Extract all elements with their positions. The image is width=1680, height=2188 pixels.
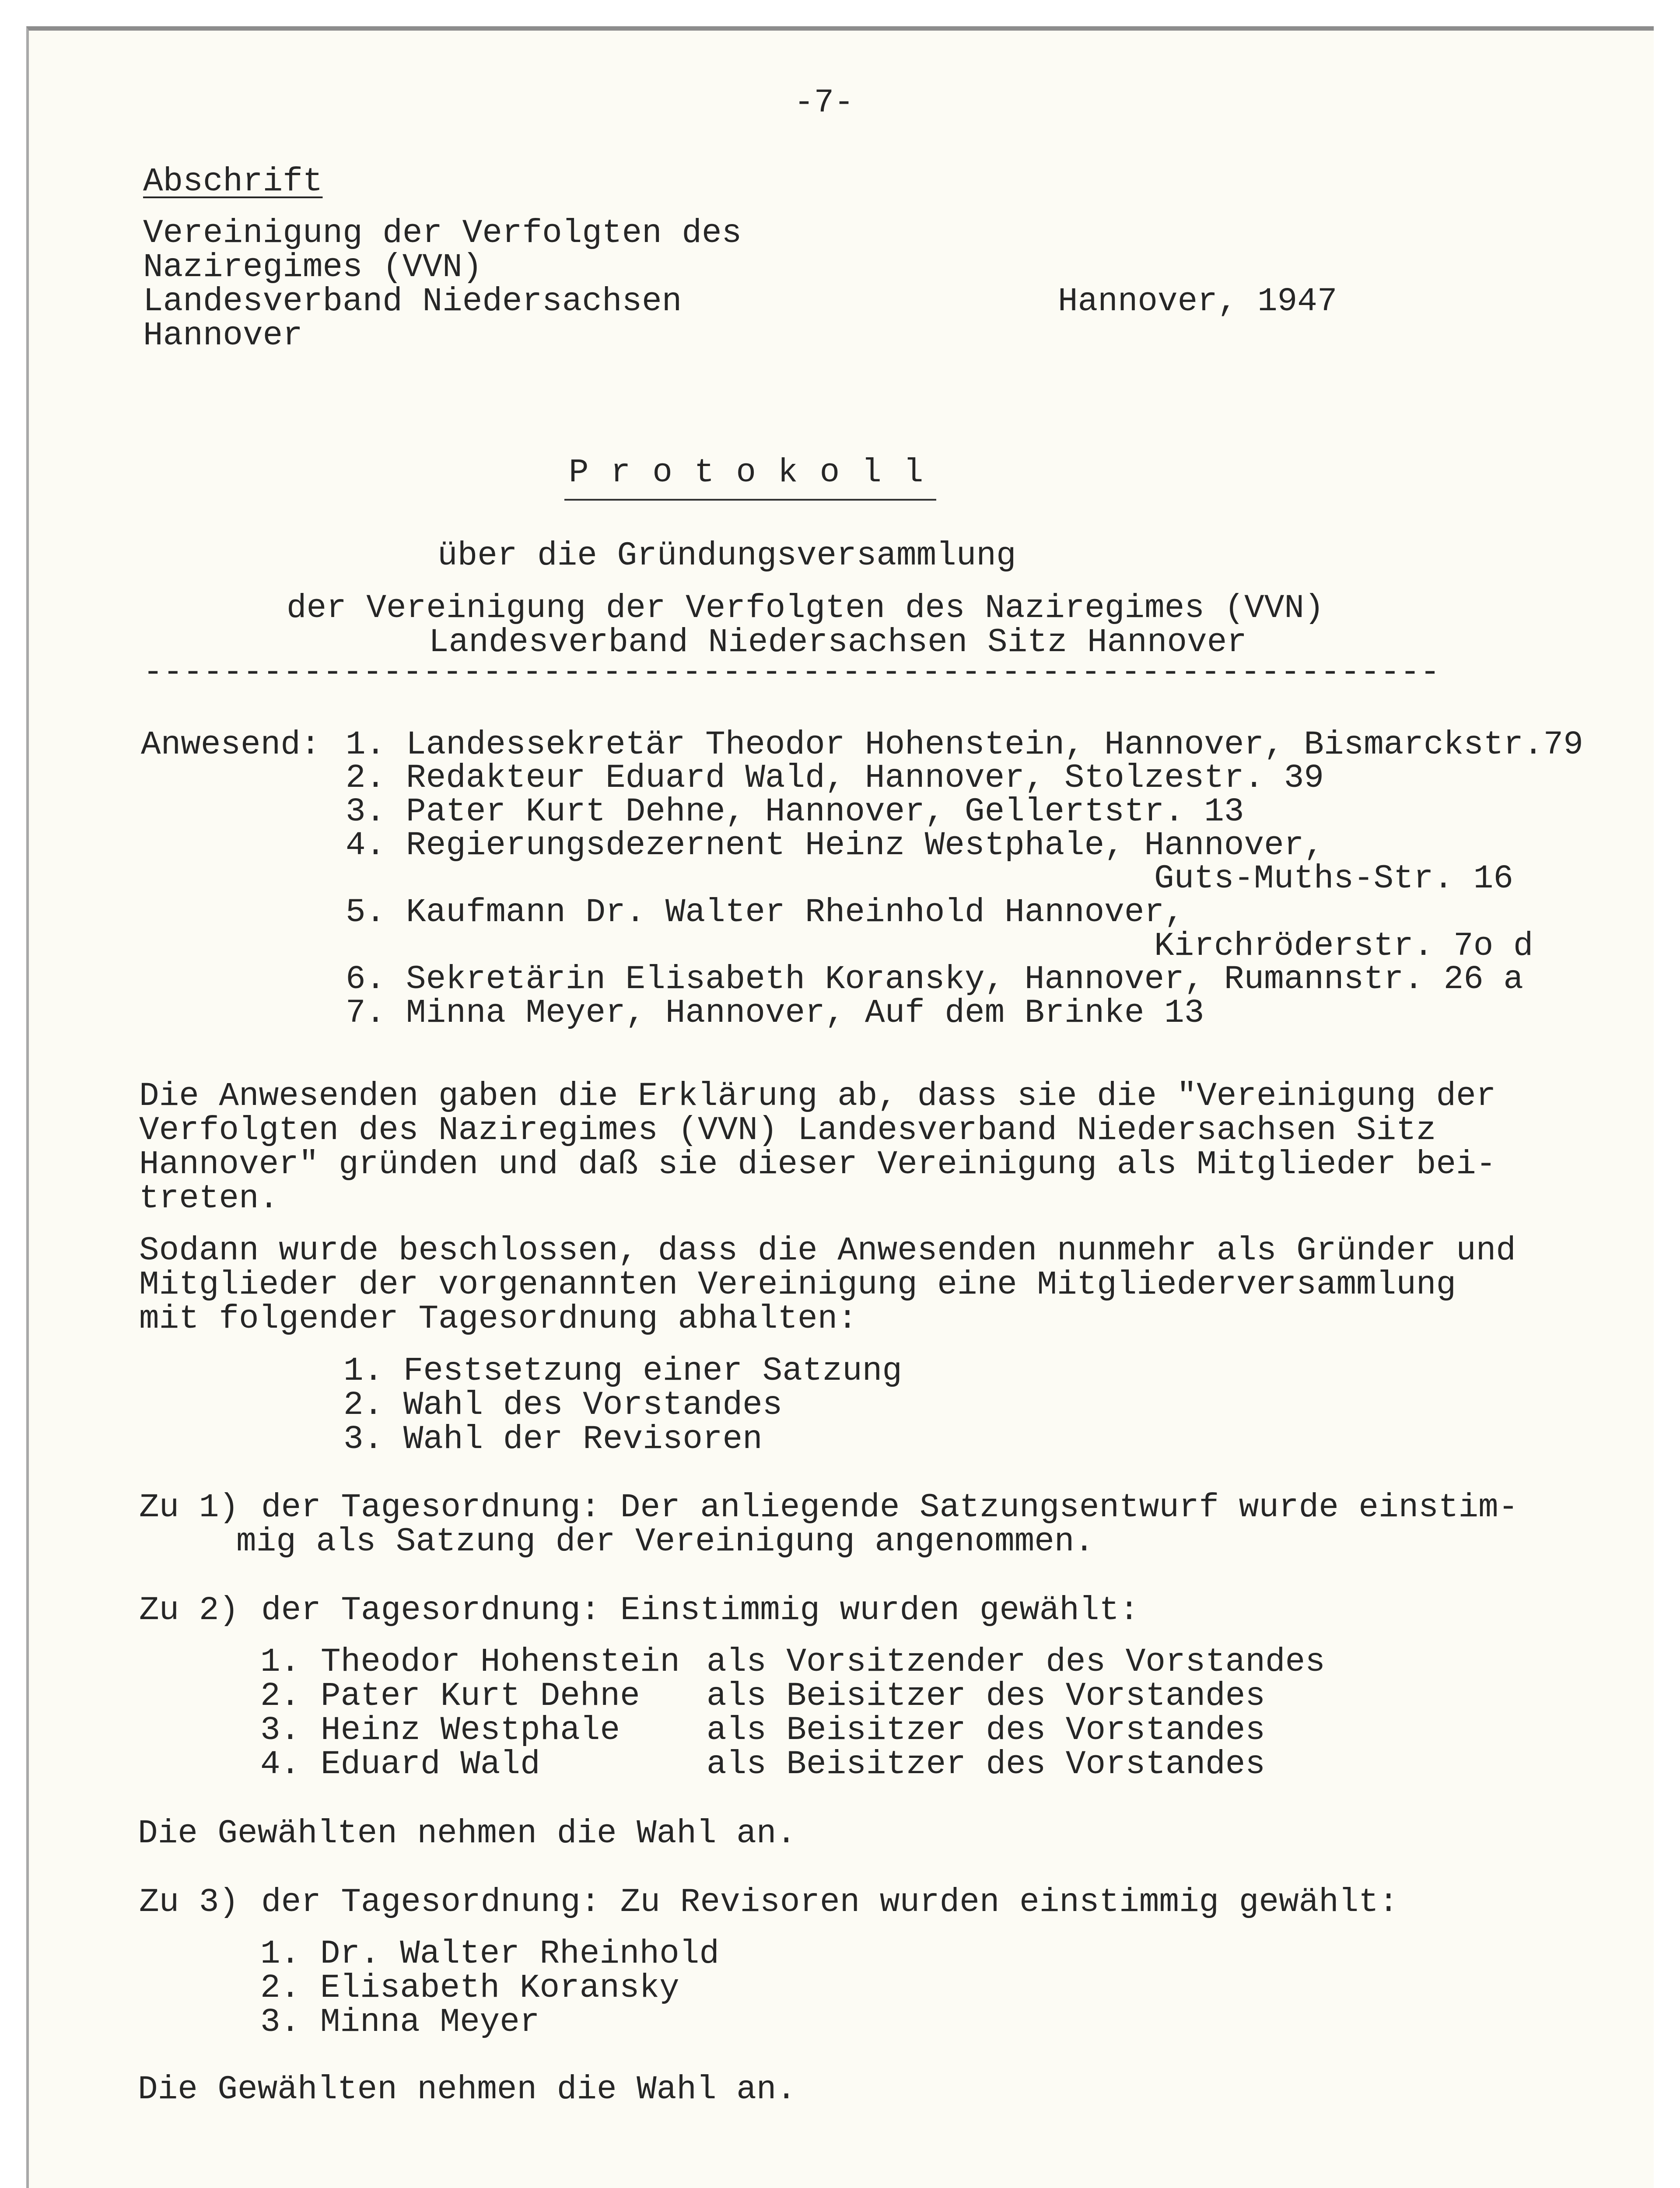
item-2-acceptance: Die Gewählten nehmen die Wahl an. [138,1815,797,1852]
sender-line-1: Vereinigung der Verfolgten des [143,214,742,252]
attendee-6-number: 6. [346,961,386,998]
paragraph-1-line-3: Hannover" gründen und daß sie dieser Vereinigung als Mitglieder bei- [139,1146,1496,1183]
attendee-4-text: Regierungsdezernent Heinz Westphale, Hannover, [406,827,1324,864]
board-member-3-number: 3. [260,1711,301,1749]
item-3-line-1: der Tagesordnung: Zu Revisoren wurden einstimmig gewählt: [261,1883,1399,1921]
paragraph-1-line-2: Verfolgten des Naziregimes (VVN) Landesverband Niedersachsen Sitz [139,1112,1436,1149]
item-3-acceptance: Die Gewählten nehmen die Wahl an. [138,2071,797,2108]
attendee-2-text: Redakteur Eduard Wald, Hannover, Stolzestr. 39 [406,759,1324,797]
board-member-2-name: Pater Kurt Dehne [321,1677,640,1715]
board-member-1-name: Theodor Hohenstein [321,1643,680,1681]
item-1-label: Zu 1) [139,1489,239,1526]
auditor-2: 2. Elisabeth Koransky [260,1969,679,2007]
subtitle-line-1: über die Gründungsversammlung [438,537,1016,575]
sender-line-3: Landesverband Niedersachsen [143,283,682,320]
paragraph-2-line-3: mit folgender Tagesordnung abhalten: [139,1300,858,1338]
board-member-4-role: als Beisitzer des Vorstandes [707,1746,1266,1783]
abschrift-heading: Abschrift [143,163,323,200]
item-1-line-1: der Tagesordnung: Der anliegende Satzungsentwurf wurde einstim- [261,1489,1519,1526]
title-underline [564,499,936,501]
item-3-label: Zu 3) [139,1883,239,1921]
sender-line-2: Naziregimes (VVN) [143,249,483,286]
attendee-5-number: 5. [346,894,386,931]
board-member-2-number: 2. [260,1677,301,1715]
agenda-item-1: 1. Festsetzung einer Satzung [343,1352,903,1390]
attendee-3-number: 3. [346,793,386,831]
board-member-2-role: als Beisitzer des Vorstandes [707,1677,1266,1715]
attendee-5-text: Kaufmann Dr. Walter Rheinhold Hannover, [406,894,1184,931]
attendee-1-text: Landessekretär Theodor Hohenstein, Hannover, Bismarckstr.79 [406,726,1583,764]
paragraph-2-line-2: Mitglieder der vorgenannten Vereinigung eine Mitgliederversammlung [139,1266,1456,1304]
auditor-3: 3. Minna Meyer [260,2003,540,2041]
place-date: Hannover, 1947 [1058,283,1337,320]
paragraph-1-line-1: Die Anwesenden gaben die Erklärung ab, dass sie die "Vereinigung der [139,1077,1496,1115]
attendee-1-number: 1. [346,726,386,764]
agenda-item-3: 3. Wahl der Revisoren [343,1420,763,1458]
sender-line-4: Hannover [143,317,303,354]
attendee-2-number: 2. [346,759,386,797]
attendee-6-text: Sekretärin Elisabeth Koransky, Hannover, Rumannstr. 26 a [406,961,1524,998]
item-1-line-2: mig als Satzung der Vereinigung angenommen. [236,1523,1095,1560]
document-title: Protokoll [569,454,945,491]
attendee-5-address: Kirchröderstr. 7o d [1154,927,1533,965]
agenda-item-2: 2. Wahl des Vorstandes [343,1386,783,1424]
auditor-1: 1. Dr. Walter Rheinhold [260,1935,719,1973]
attendees-label: Anwesend: [141,726,321,764]
board-member-3-name: Heinz Westphale [321,1711,620,1749]
board-member-4-name: Eduard Wald [321,1746,540,1783]
paragraph-1-line-4: treten. [139,1180,279,1217]
attendee-7-number: 7. [346,994,386,1032]
subtitle-line-3: Landesverband Niedersachsen Sitz Hannover [429,624,1247,661]
separator-line: ----------------------------------------------------------------- [143,655,1440,690]
attendee-4-address: Guts-Muths-Str. 16 [1154,860,1513,898]
board-member-1-role: als Vorsitzender des Vorstandes [707,1643,1325,1681]
attendee-3-text: Pater Kurt Dehne, Hannover, Gellertstr. 13 [406,793,1244,831]
subtitle-line-2: der Vereinigung der Verfolgten des Naziregimes (VVN) [287,589,1324,627]
item-2-line-1: der Tagesordnung: Einstimmig wurden gewählt: [261,1592,1139,1629]
board-member-1-number: 1. [260,1643,301,1681]
paragraph-2-line-1: Sodann wurde beschlossen, dass die Anwesenden nunmehr als Gründer und [139,1232,1516,1269]
board-member-4-number: 4. [260,1746,301,1783]
board-member-3-role: als Beisitzer des Vorstandes [707,1711,1266,1749]
page-number: -7- [794,84,854,122]
item-2-label: Zu 2) [139,1592,239,1629]
attendee-4-number: 4. [346,827,386,864]
attendee-7-text: Minna Meyer, Hannover, Auf dem Brinke 13 [406,994,1204,1032]
